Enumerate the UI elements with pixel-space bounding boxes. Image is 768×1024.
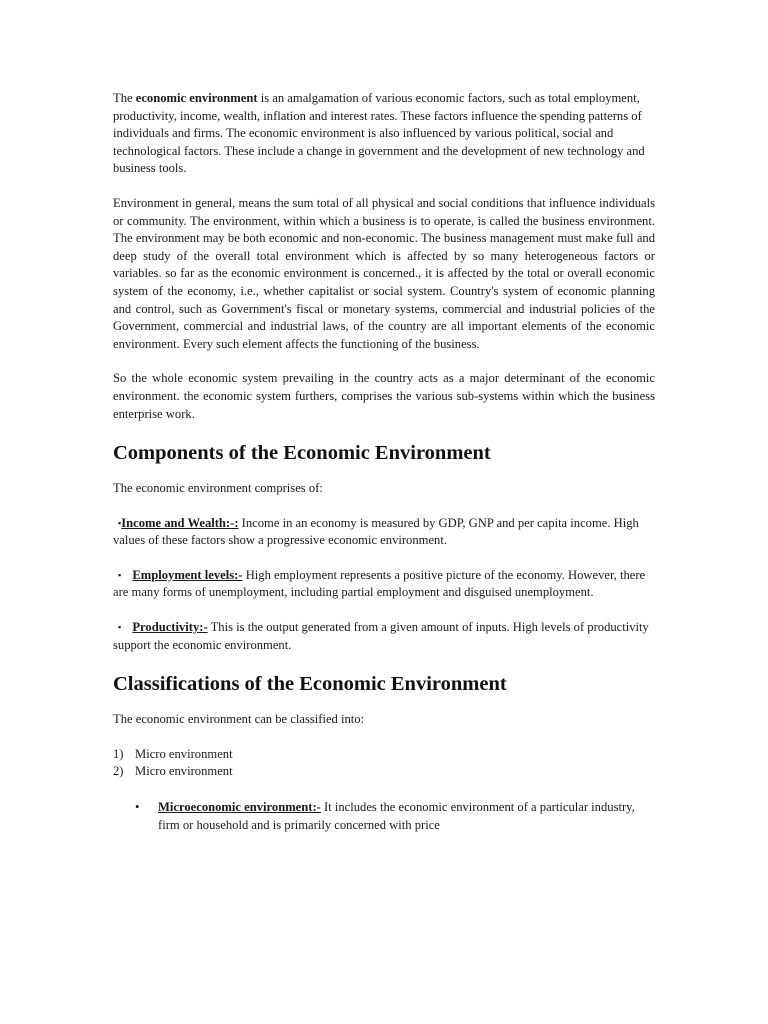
- component-item-income: [113, 515, 655, 550]
- component-text: Income in an economy is measured by GDP, GNP and per capita income. High values of these factors show a progressive economic environment.: [113, 515, 639, 548]
- component-text: High employment represents a positive picture of the economy. However, there are many forms of unemployment, including partial employment and disguised unemployment.: [113, 567, 646, 600]
- component-item-productivity: [113, 619, 655, 654]
- component-term: Income and Wealth:-:: [121, 515, 239, 530]
- component-term: Productivity:-: [132, 620, 208, 635]
- list-item: [113, 746, 655, 764]
- components-heading: Components of the Economic Environment: [113, 442, 491, 465]
- list-item: [113, 763, 655, 781]
- component-text: This is the output generated from a given amount of inputs. High levels of productivity support the economic environment.: [113, 620, 649, 652]
- components-intro: The economic environment comprises of:: [113, 481, 323, 496]
- round-bullet-icon: •: [135, 800, 140, 815]
- intro-bold-term: economic environment: [135, 91, 258, 105]
- list-item-text: Micro environment: [135, 746, 233, 761]
- classifications-intro: The economic environment can be classified into:: [113, 712, 365, 727]
- square-bullet-icon: ▪: [118, 569, 122, 580]
- microeconomic-term: Microeconomic environment:-: [158, 800, 321, 815]
- microeconomic-text: It includes the economic environment of a particular industry, firm or household and is primarily concerned with price: [158, 800, 635, 832]
- square-bullet-icon: ▪: [118, 622, 122, 633]
- list-number: 1): [113, 746, 124, 761]
- square-bullet-icon: ▪: [118, 517, 122, 528]
- intro-prefix: The: [113, 91, 136, 105]
- intro-rest: is an amalgamation of various economic factors, such as total employment, productivity, income, wealth, inflation and interest rates. These factors influence the spending patterns of individuals and firms. The economic environment is also influenced by various political, social and technological factors. These include a change in government and the development of new technology and business tools.: [113, 91, 645, 176]
- classifications-heading: Classifications of the Economic Environment: [113, 673, 507, 696]
- economic-system-paragraph: So the whole economic system prevailing in the country acts as a major determinant of the economic environment. the economic system furthers, comprises the various sub-systems within which the business enterprise work.: [113, 371, 655, 421]
- intro-paragraph: [113, 90, 655, 178]
- microeconomic-environment-item: [113, 799, 655, 834]
- component-item-employment: [113, 567, 655, 602]
- list-number: 2): [113, 764, 124, 779]
- classification-list: [113, 746, 655, 781]
- component-term: Employment levels:-: [132, 567, 243, 582]
- environment-paragraph: Environment in general, means the sum total of all physical and social conditions that influence individuals or community. The environment, within which a business is to operate, is called the business environment. The environment may be both economic and non-economic. The business management must make full and deep study of the overall total environment which is affected by so many heterogeneous factors or variables. so far as the economic environment is concerned., it is affected by the total or overall economic system of the economy, i.e., whether capitalist or social system. Country's system of economic planning and control, such as Government's fiscal or monetary systems, commercial and industrial policies of the Government, commercial and industrial laws, of the country are all important elements of the economic environment. Every such element affects the functioning of the business.: [113, 195, 655, 351]
- list-item-text: Micro environment: [135, 764, 233, 779]
